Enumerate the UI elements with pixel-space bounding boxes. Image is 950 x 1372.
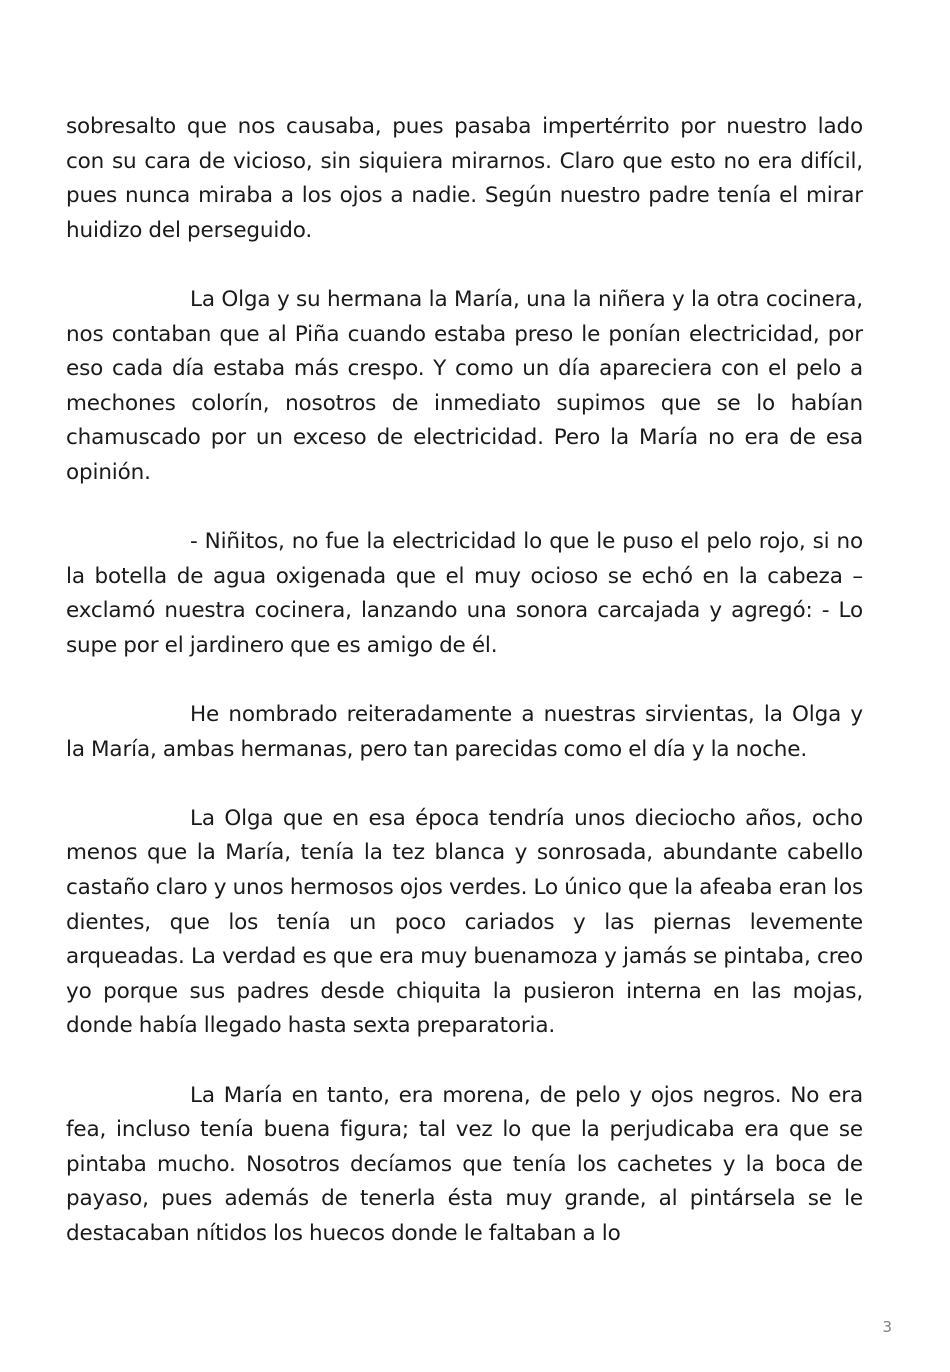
paragraph-4: He nombrado reiteradamente a nuestras sirvientas, la Olga y la María, ambas hermanas, pero tan parecidas como el día y la noche. — [66, 702, 863, 762]
paragraph-2: La Olga y su hermana la María, una la niñera y la otra cocinera, nos contaban que al Piña cuando estaba preso le ponían electricidad, por eso cada día estaba más crespo. Y como un día apareciera con el pelo a mechones colorín, nosotros de inmediato supimos que se lo habían chamuscado por un exceso de electricidad. Pero la María no era de esa opinión. — [66, 286, 863, 485]
paragraph-6: La María en tanto, era morena, de pelo y ojos negros. No era fea, incluso tenía buena figura; tal vez lo que la perjudicaba era que se pintaba mucho. Nosotros decíamos que tenía los cachetes y la boca de payaso, pues además de tenerla ésta muy grande, al pintársela se le destacaban nítidos los huecos donde le faltaban a lo — [66, 1082, 863, 1246]
paragraph-1: sobresalto que nos causaba, pues pasaba impertérrito por nuestro lado con su cara de vicioso, sin siquiera mirarnos. Claro que esto no era difícil, pues nunca miraba a los ojos a nadie. Según nuestro padre tenía el mirar huidizo del perseguido. — [66, 114, 863, 243]
paragraph-3: - Niñitos, no fue la electricidad lo que le puso el pelo rojo, si no la botella de agua oxigenada que el muy ocioso se echó en la cabeza – exclamó nuestra cocinera, lanzando una sonora carcajada y agregó: - Lo supe por el jardinero que es amigo de él. — [66, 529, 863, 658]
page-number: 3 — [882, 1318, 892, 1336]
paragraph-5: La Olga que en esa época tendría unos dieciocho años, ocho menos que la María, tenía la tez blanca y sonrosada, abundante cabello castaño claro y unos hermosos ojos verdes. Lo único que la afeaba eran los dientes, que los tenía un poco cariados y las piernas levemente arqueadas. La verdad es que era muy buenamoza y jamás se pintaba, creo yo porque sus padres desde chiquita la pusieron interna en las mojas, donde había llegado hasta sexta preparatoria. — [66, 805, 863, 1039]
body-text — [66, 110, 863, 1286]
